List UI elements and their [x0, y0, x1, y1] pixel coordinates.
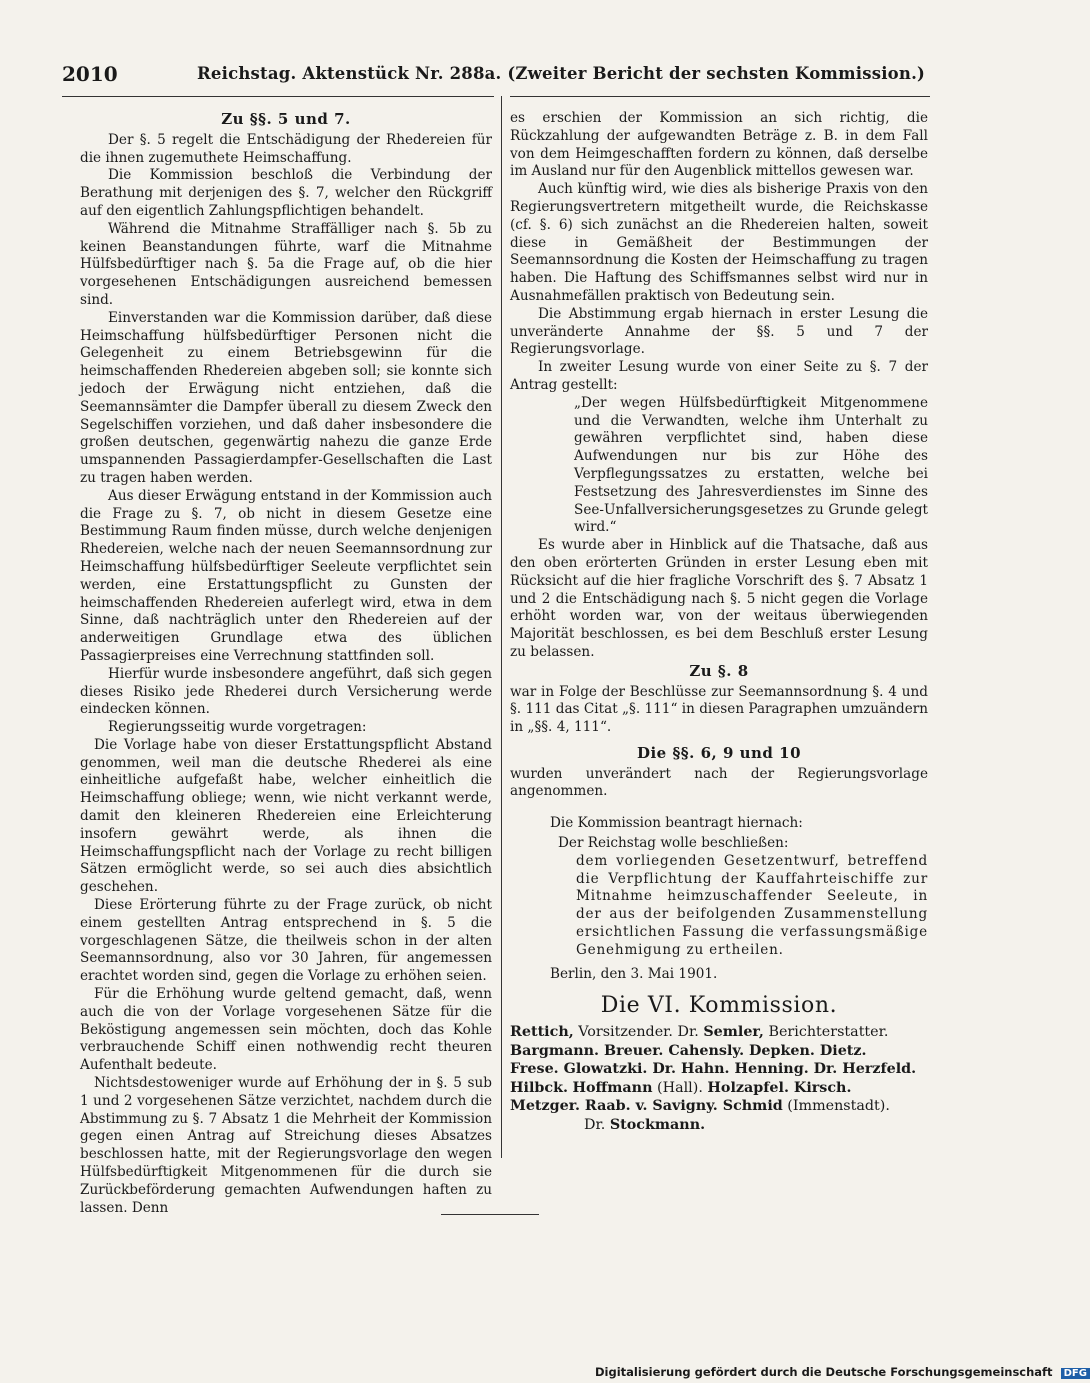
proposal-intro: Die Kommission beantragt hiernach:	[550, 815, 803, 832]
digitization-credit	[595, 1365, 1090, 1379]
paragraph: Diese Erörterung führte zu der Frage zurück, ob nicht einem gestellten Antrag entsprechend in §. 5 die vorgeschlagenen Sätze, die theilweis schon in der alten Seemannsordnung, also vor 30 Jahren, für angemessen erachtet worden sind, gegen die Vorlage zu erhöhen seien.	[80, 897, 492, 985]
government-statement	[80, 737, 492, 1218]
member-name: Semler,	[703, 1024, 764, 1041]
paragraph: Einverstanden war die Kommission darüber, daß diese Heimschaffung hülfsbedürftiger Personen nicht die Gelegenheit zu einem Betriebsgewinn für die heimschaffenden Rhedereien abgeben soll; sie konnte sich jedoch der Erwägung nicht entziehen, daß die Seemannsämter die Dampfer überall zu diesem Zweck den Segelschiffen vorziehen, und daß daher insbesondere die großen deutschen, gegenwärtig nahezu die ganze Erde umspannenden Passagierdampfer-Gesellschaften die Last zu tragen haben werden.	[80, 309, 492, 486]
member-line: Frese. Glowatzki. Dr. Hahn. Henning. Dr. Herzfeld.	[510, 1061, 917, 1078]
motion-quote	[510, 395, 928, 537]
header-rule-left	[62, 96, 494, 97]
proposal-line: Der Reichstag wolle beschließen:	[558, 835, 789, 852]
resolution-text	[510, 853, 928, 960]
member-role: Berichterstatter.	[768, 1024, 889, 1041]
quote-text: „Der wegen Hülfsbedürftigkeit Mitgenommene und die Verwandten, welche ihm Unterhalt zu gewähren verpflichtet sind, haben diese Aufwendungen nur bis zur Höhe des Verpflegungssatzes zu erstatten, welche bei Festsetzung des Jahresverdienstes im Sinne des See-Unfallversicherungsgesetzes zu Grunde gelegt wird.“	[574, 394, 928, 536]
section-heading-8: Zu §. 8	[689, 661, 749, 680]
section-heading-6-9-10: Die §§. 6, 9 und 10	[636, 743, 802, 762]
paragraph: Hierfür wurde insbesondere angeführt, daß sich gegen dieses Risiko jede Rhederei durch Versicherung werde eindecken können.	[80, 665, 492, 718]
paragraph: In zweiter Lesung wurde von einer Seite zu §. 7 der Antrag gestellt:	[510, 359, 928, 393]
paragraph: wurden unverändert nach der Regierungsvorlage angenommen.	[510, 765, 928, 800]
left-column	[80, 110, 492, 1217]
member-line: Hilbck. Hoffmann (Hall). Holzapfel. Kirsch.	[510, 1079, 852, 1096]
paragraph: Die Abstimmung ergab hiernach in erster Lesung die unveränderte Annahme der §§. 5 und 7 der Regierungsvorlage.	[510, 305, 928, 358]
resolution: dem vorliegenden Gesetzentwurf, betreffend die Verpflichtung der Kauffahrteischiffe zur Mitnahme heimzuschaffender Seeleute, in der aus der beifolgenden Zusammenstellung ersichtlichen Fassung die verfassungsmäßige Genehmigung zu ertheilen.	[576, 852, 928, 958]
credit-text: Digitalisierung gefördert durch die Deutsche Forschungsgemeinschaft	[595, 1365, 1053, 1379]
paragraph: Aus dieser Erwägung entstand in der Kommission auch die Frage zu §. 7, ob nicht in diesem Gesetze eine Bestimmung Raum finden müsse, durch welche denjenigen Rhedereien, welche nach der neuen Seemannsordnung zur Heimschaffung hülfsbedürftiger Seeleute verpflichtet sein werden, eine Erstattungspflicht zu Gunsten der heimschaffenden Rhedereien auferlegt wird, etwa in dem Sinne, daß nachträglich unter den Rhedereien auf der anderweitigen Grundlage etwa des üblichen Passagierpreises eine Verrechnung stattfinden soll.	[80, 487, 492, 664]
paragraph: es erschien der Kommission an sich richtig, die Rückzahlung der aufgewandten Beträge z. B. in dem Fall von dem Heimgeschafften fordern zu können, daß derselbe im Ausland nur für den Augenblick mittellos gewesen war.	[510, 110, 928, 180]
paragraph: Während die Mitnahme Straffälliger nach §. 5b zu keinen Beanstandungen führte, warf die Mitnahme Hülfsbedürftiger nach §. 5a die Frage auf, ob die hier vorgesehenen Entschädigungen ausreichend bemessen sind.	[80, 220, 492, 308]
paragraph: Nichtsdestoweniger wurde auf Erhöhung der in §. 5 sub 1 und 2 vorgesehenen Sätze verzichtet, nachdem durch die Abstimmung zu §. 7 Absatz 1 die Mehrheit der Kommission gegen einen Antrag auf Streichung dieses Absatzes beschlossen hatte, mit der Regierungsvorlage den wegen Hülfsbedürftigkeit Mitgenommenen für die durch sie Zurückbeförderung gemachten Aufwendungen haften zu lassen. Denn	[80, 1075, 492, 1216]
header-rule-right	[510, 96, 930, 97]
paragraph: war in Folge der Beschlüsse zur Seemannsordnung §. 4 und §. 111 das Citat „§. 111“ in diesen Paragraphen umzuändern in „§§. 4, 111“.	[510, 683, 928, 736]
page-number: 2010	[62, 62, 118, 86]
member-line	[510, 1023, 928, 1042]
paragraph: Die Vorlage habe von dieser Erstattungspflicht Abstand genommen, weil man die deutsche Rhederei als eine einheitliche aufgefaßt habe, welcher einheitlich die Heimschaffung obliege; wenn, wie nicht verkannt werde, damit den kleineren Rhedereien eine Erleichterung insofern gewährt werde, als ihnen die Heimschaffungspflicht nach der Vorlage zu recht billigen Sätzen ermöglicht werde, so sei auch dies absichtlich geschehen.	[80, 736, 492, 896]
paragraph: Es wurde aber in Hinblick auf die Thatsache, daß aus den oben erörterten Gründen in erster Lesung eben mit Rücksicht auf die hier fragliche Vorschrift des §. 7 Absatz 1 und 2 die Entschädigung nach §. 5 nicht gegen die Vorlage erhöht worden war, von der weitaus überwiegenden Majorität beschlossen, es bei dem Beschluß erster Lesung zu belassen.	[510, 537, 928, 660]
place-date: Berlin, den 3. Mai 1901.	[550, 965, 718, 982]
paragraph: Der §. 5 regelt die Entschädigung der Rhedereien für die ihnen zugemuthete Heimschaffung.	[80, 131, 492, 166]
paragraph: Regierungsseitig wurde vorgetragen:	[108, 719, 367, 736]
column-divider	[501, 96, 502, 1158]
committee-title: Die VI. Kommission.	[600, 993, 838, 1019]
member-line: Metzger. Raab. v. Savigny. Schmid (Immenstadt).	[510, 1098, 890, 1115]
running-title: Reichstag. Aktenstück Nr. 288a. (Zweiter Bericht der sechsten Kommission.)	[197, 64, 926, 83]
dfg-logo-icon: DFG	[1061, 1368, 1090, 1379]
committee-members	[510, 1023, 928, 1134]
page-header	[62, 62, 930, 90]
footer-rule	[441, 1214, 539, 1215]
paragraph: Für die Erhöhung wurde geltend gemacht, daß, wenn auch die von der Vorlage vorgesehenen Sätze für die Beköstigung angemessen sein möchten, doch das Kohle verbrauchende Schiff einen nothwendig recht theuren Aufenthalt bedeute.	[80, 986, 492, 1074]
member-line: Bargmann. Breuer. Cahensly. Depken. Dietz.	[510, 1042, 867, 1059]
member-title: Dr.	[677, 1024, 699, 1041]
member-line: Dr. Stockmann.	[584, 1116, 706, 1133]
member-name: Rettich,	[510, 1024, 574, 1041]
member-role: Vorsitzender.	[578, 1024, 673, 1041]
paragraph: Die Kommission beschloß die Verbindung der Berathung mit derjenigen des §. 7, welcher den Rückgriff auf den eigentlich Zahlungspflichtigen behandelt.	[80, 167, 492, 219]
paragraph: Auch künftig wird, wie dies als bisherige Praxis von den Regierungsvertretern mitgetheilt wurde, die Reichskasse (cf. §. 6) sich zunächst an die Rhedereien halten, soweit diese in Gemäßheit der Bestimmungen der Seemannsordnung die Kosten der Heimschaffung zu tragen haben. Die Haftung des Schiffsmannes selbst wird nur in Ausnahmefällen praktisch von Bedeutung sein.	[510, 181, 928, 304]
section-heading-5-7: Zu §§. 5 und 7.	[221, 110, 351, 128]
right-column	[510, 110, 928, 1134]
